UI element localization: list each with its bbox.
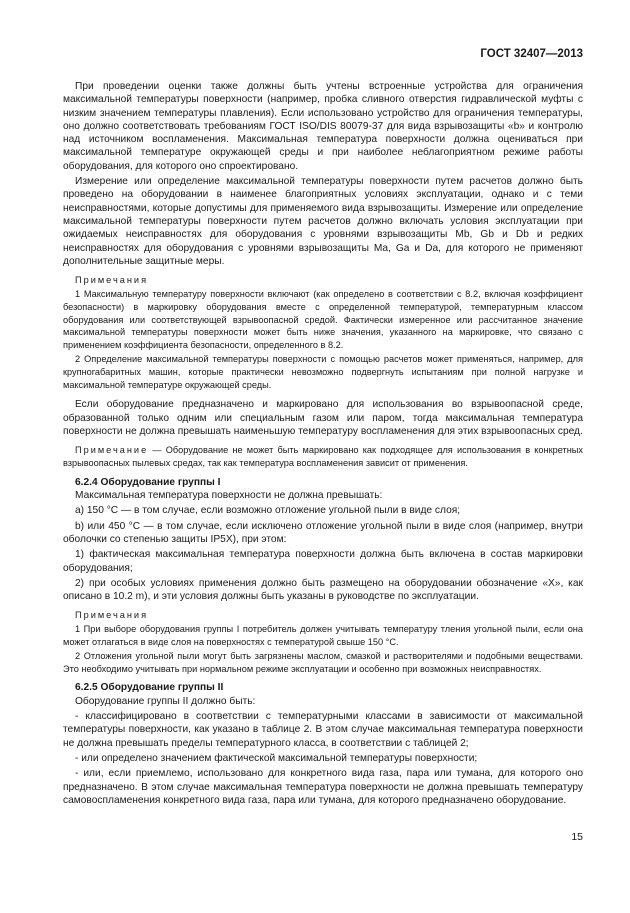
note [63, 444, 583, 470]
list-item: - или определено значением фактической максимальной температуры поверхности; [75, 752, 478, 764]
paragraph: При проведении оценки также должны быть учтены встроенные устройства для ограничения максимальной температуры поверхности (например, пробка сливного отверстия гидравлической муфты с низким значением температуры плавления). Если использовано устройство для ограничения температуры, оно должно соответствовать требованиям ГОСТ ISO/DIS 80079-37 для вида взрывозащиты «b» и контролю над источником воспламенения. Максимальная температура поверхности должна оцениваться при максимальной температуре окружающей среды и при наиболее неблагоприятном режиме работы оборудования, для которого оно спроектировано. [63, 81, 583, 172]
note-item: 2 Отложения угольной пыли могут быть загрязнены маслом, смазкой и растворителями и подобными веществами. Это необходимо учитывать при нормальном режиме эксплуатации и особенно при возможных неисправностях. [63, 650, 583, 674]
list-item: b) или 450 °С — в том случае, если исключено отложение угольной пыли в виде слоя (например, внутри оболочки со степенью защиты IP5X), при этом: [63, 520, 583, 545]
section-heading-6-2-4: 6.2.4 Оборудование группы I [75, 476, 221, 488]
document-header: ГОСТ 32407—2013 [480, 48, 583, 60]
notes-heading: Примечания [75, 610, 149, 621]
note-label: Примечание [75, 445, 149, 456]
paragraph: Измерение или определение максимальной температуры поверхности путем расчетов должно быть проведено на оборудовании в наименее благоприятных условиях эксплуатации, однако и с теми неисправностями, которые допустимы для применяемого вида взрывозащиты. Измерение или определение максимальной температуры поверхности путем расчетов должно включать условия эксплуатации при ожидаемых неисправностях для оборудования с уровнями взрывозащиты Mb, Gb и Db и редких неисправностях для оборудования с уровнями взрывозащиты Ma, Ga и Da, для которого не применяют дополнительные защитные меры. [63, 176, 583, 267]
note-item: 1 При выборе оборудования группы I потребитель должен учитывать температуру тления угольной пыли, если она может отлагаться в виде слоя на поверхностях с температурой свыше 150 °С. [63, 624, 583, 648]
note-item: 1 Максимальную температуру поверхности включают (как определено в соответствии с 8.2, включая коэффициент безопасности) в маркировку оборудования вместе с определенной температурой, температурным классом оборудования или соответствующей взрывоопасной средой. Фактически измеренное или рассчитанное значение максимальной температуры поверхности может быть ниже значения, указанного на маркировке, что связано с применением коэффициента безопасности, определенного в 8.2. [63, 288, 583, 351]
list-item: - или, если приемлемо, использовано для конкретного вида газа, пара или тумана, для которого оно предназначено. В этом случае максимальная температура поверхности не должна превышать температуру самовоспламенения конкретного вида газа, пара или тумана, для которого предназначено оборудование. [63, 768, 583, 806]
notes-heading: Примечания [75, 275, 149, 286]
document-body [63, 80, 583, 809]
section-heading-6-2-5: 6.2.5 Оборудование группы II [75, 682, 224, 694]
paragraph: Если оборудование предназначено и маркировано для использования во взрывоопасной среде, образованной только одним или специальным газом или паром, тогда максимальная температура поверхности не должна превышать наименьшую температуру воспламенения для этих взрывоопасных сред. [63, 399, 583, 437]
list-item: а) 150 °С — в том случае, если возможно отложение угольной пыли в виде слоя; [75, 505, 461, 517]
list-item: - классифицировано в соответствии с температурными классами в зависимости от максимальной температуры поверхности, как указано в таблице 2. В этом случае максимальная температура поверхности не должна превышать пределы температурного класса, в соответствии с таблицей 2; [63, 711, 583, 749]
list-item: 1) фактическая максимальная температура поверхности должна быть включена в состав маркировки оборудования; [63, 549, 583, 574]
note-text: — Оборудование не может быть маркировано как подходящее для использования в конкретных взрывоопасных пылевых средах, так как температура воспламенения зависит от применения. [63, 445, 583, 469]
page-number: 15 [571, 831, 583, 843]
note-item: 2 Определение максимальной температуры поверхности с помощью расчетов может применяться, например, для крупногабаритных машин, которые практически невозможно подвергнуть испытаниям при полной нагрузке и максимальной температуре окружающей среды. [63, 353, 583, 390]
paragraph: Оборудование группы II должно быть: [75, 695, 256, 707]
paragraph: Максимальная температура поверхности не должна превышать: [75, 490, 383, 502]
list-item: 2) при особых условиях применения должно быть размещено на оборудовании обозначение «X», как описано в 10.2 m), и эти условия должны быть указаны в руководстве по эксплуатации. [63, 577, 583, 603]
